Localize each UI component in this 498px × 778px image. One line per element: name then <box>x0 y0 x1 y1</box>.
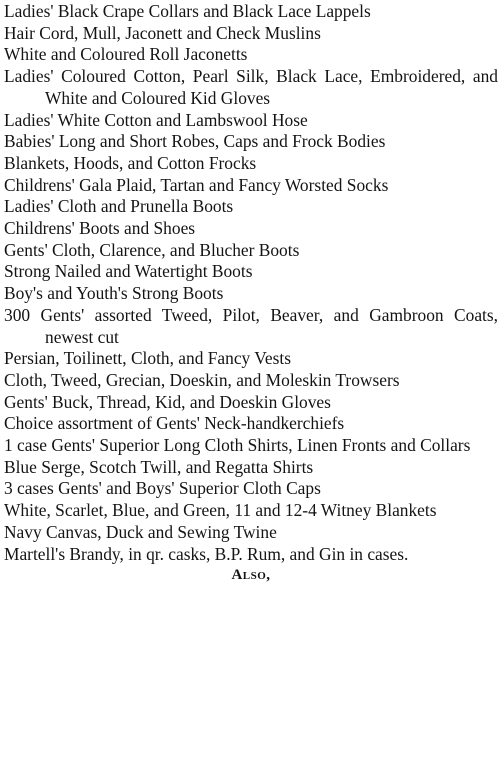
list-item: Ladies' Coloured Cotton, Pearl Silk, Black Lace, Embroidered, and White and Coloured Kid Gloves <box>4 66 498 108</box>
list-item: Blankets, Hoods, and Cotton Frocks <box>4 152 257 173</box>
list-item: Persian, Toilinett, Cloth, and Fancy Vests <box>4 348 292 369</box>
list-item: Hair Cord, Mull, Jaconett and Check Muslins <box>4 22 321 43</box>
list-item: Gents' Cloth, Clarence, and Blucher Boots <box>4 239 300 260</box>
list-item: Navy Canvas, Duck and Sewing Twine <box>4 521 277 542</box>
list-item: Gents' Buck, Thread, Kid, and Doeskin Gloves <box>4 391 331 412</box>
list-item: Cloth, Tweed, Grecian, Doeskin, and Moleskin Trowsers <box>4 369 400 390</box>
list-item: Ladies' Black Crape Collars and Black Lace Lappels <box>4 1 371 21</box>
list-item: White, Scarlet, Blue, and Green, 11 and 12-4 Witney Blankets <box>4 500 437 521</box>
list-item: Ladies' White Cotton and Lambswool Hose <box>4 109 308 130</box>
list-item: Babies' Long and Short Robes, Caps and Frock Bodies <box>4 131 386 152</box>
list-item: Childrens' Boots and Shoes <box>4 218 196 239</box>
list-item: Blue Serge, Scotch Twill, and Regatta Shirts <box>4 456 314 477</box>
list-item: Strong Nailed and Watertight Boots <box>4 261 253 282</box>
list-item: White and Coloured Roll Jaconetts <box>4 44 248 65</box>
goods-list <box>4 1 498 565</box>
also-heading: Also, <box>231 567 271 584</box>
list-item: Ladies' Cloth and Prunella Boots <box>4 196 234 217</box>
list-item: 300 Gents' assorted Tweed, Pilot, Beaver, and Gambroon Coats, newest cut <box>4 304 498 347</box>
list-item: 3 cases Gents' and Boys' Superior Cloth Caps <box>4 478 321 499</box>
list-item: Boy's and Youth's Strong Boots <box>4 283 224 304</box>
list-item: Choice assortment of Gents' Neck-handkerchiefs <box>4 413 345 434</box>
list-item: Childrens' Gala Plaid, Tartan and Fancy Worsted Socks <box>4 174 389 195</box>
list-item: 1 case Gents' Superior Long Cloth Shirts, Linen Fronts and Collars <box>4 435 471 456</box>
list-item: Martell's Brandy, in qr. casks, B.P. Rum, and Gin in cases. <box>4 543 409 564</box>
